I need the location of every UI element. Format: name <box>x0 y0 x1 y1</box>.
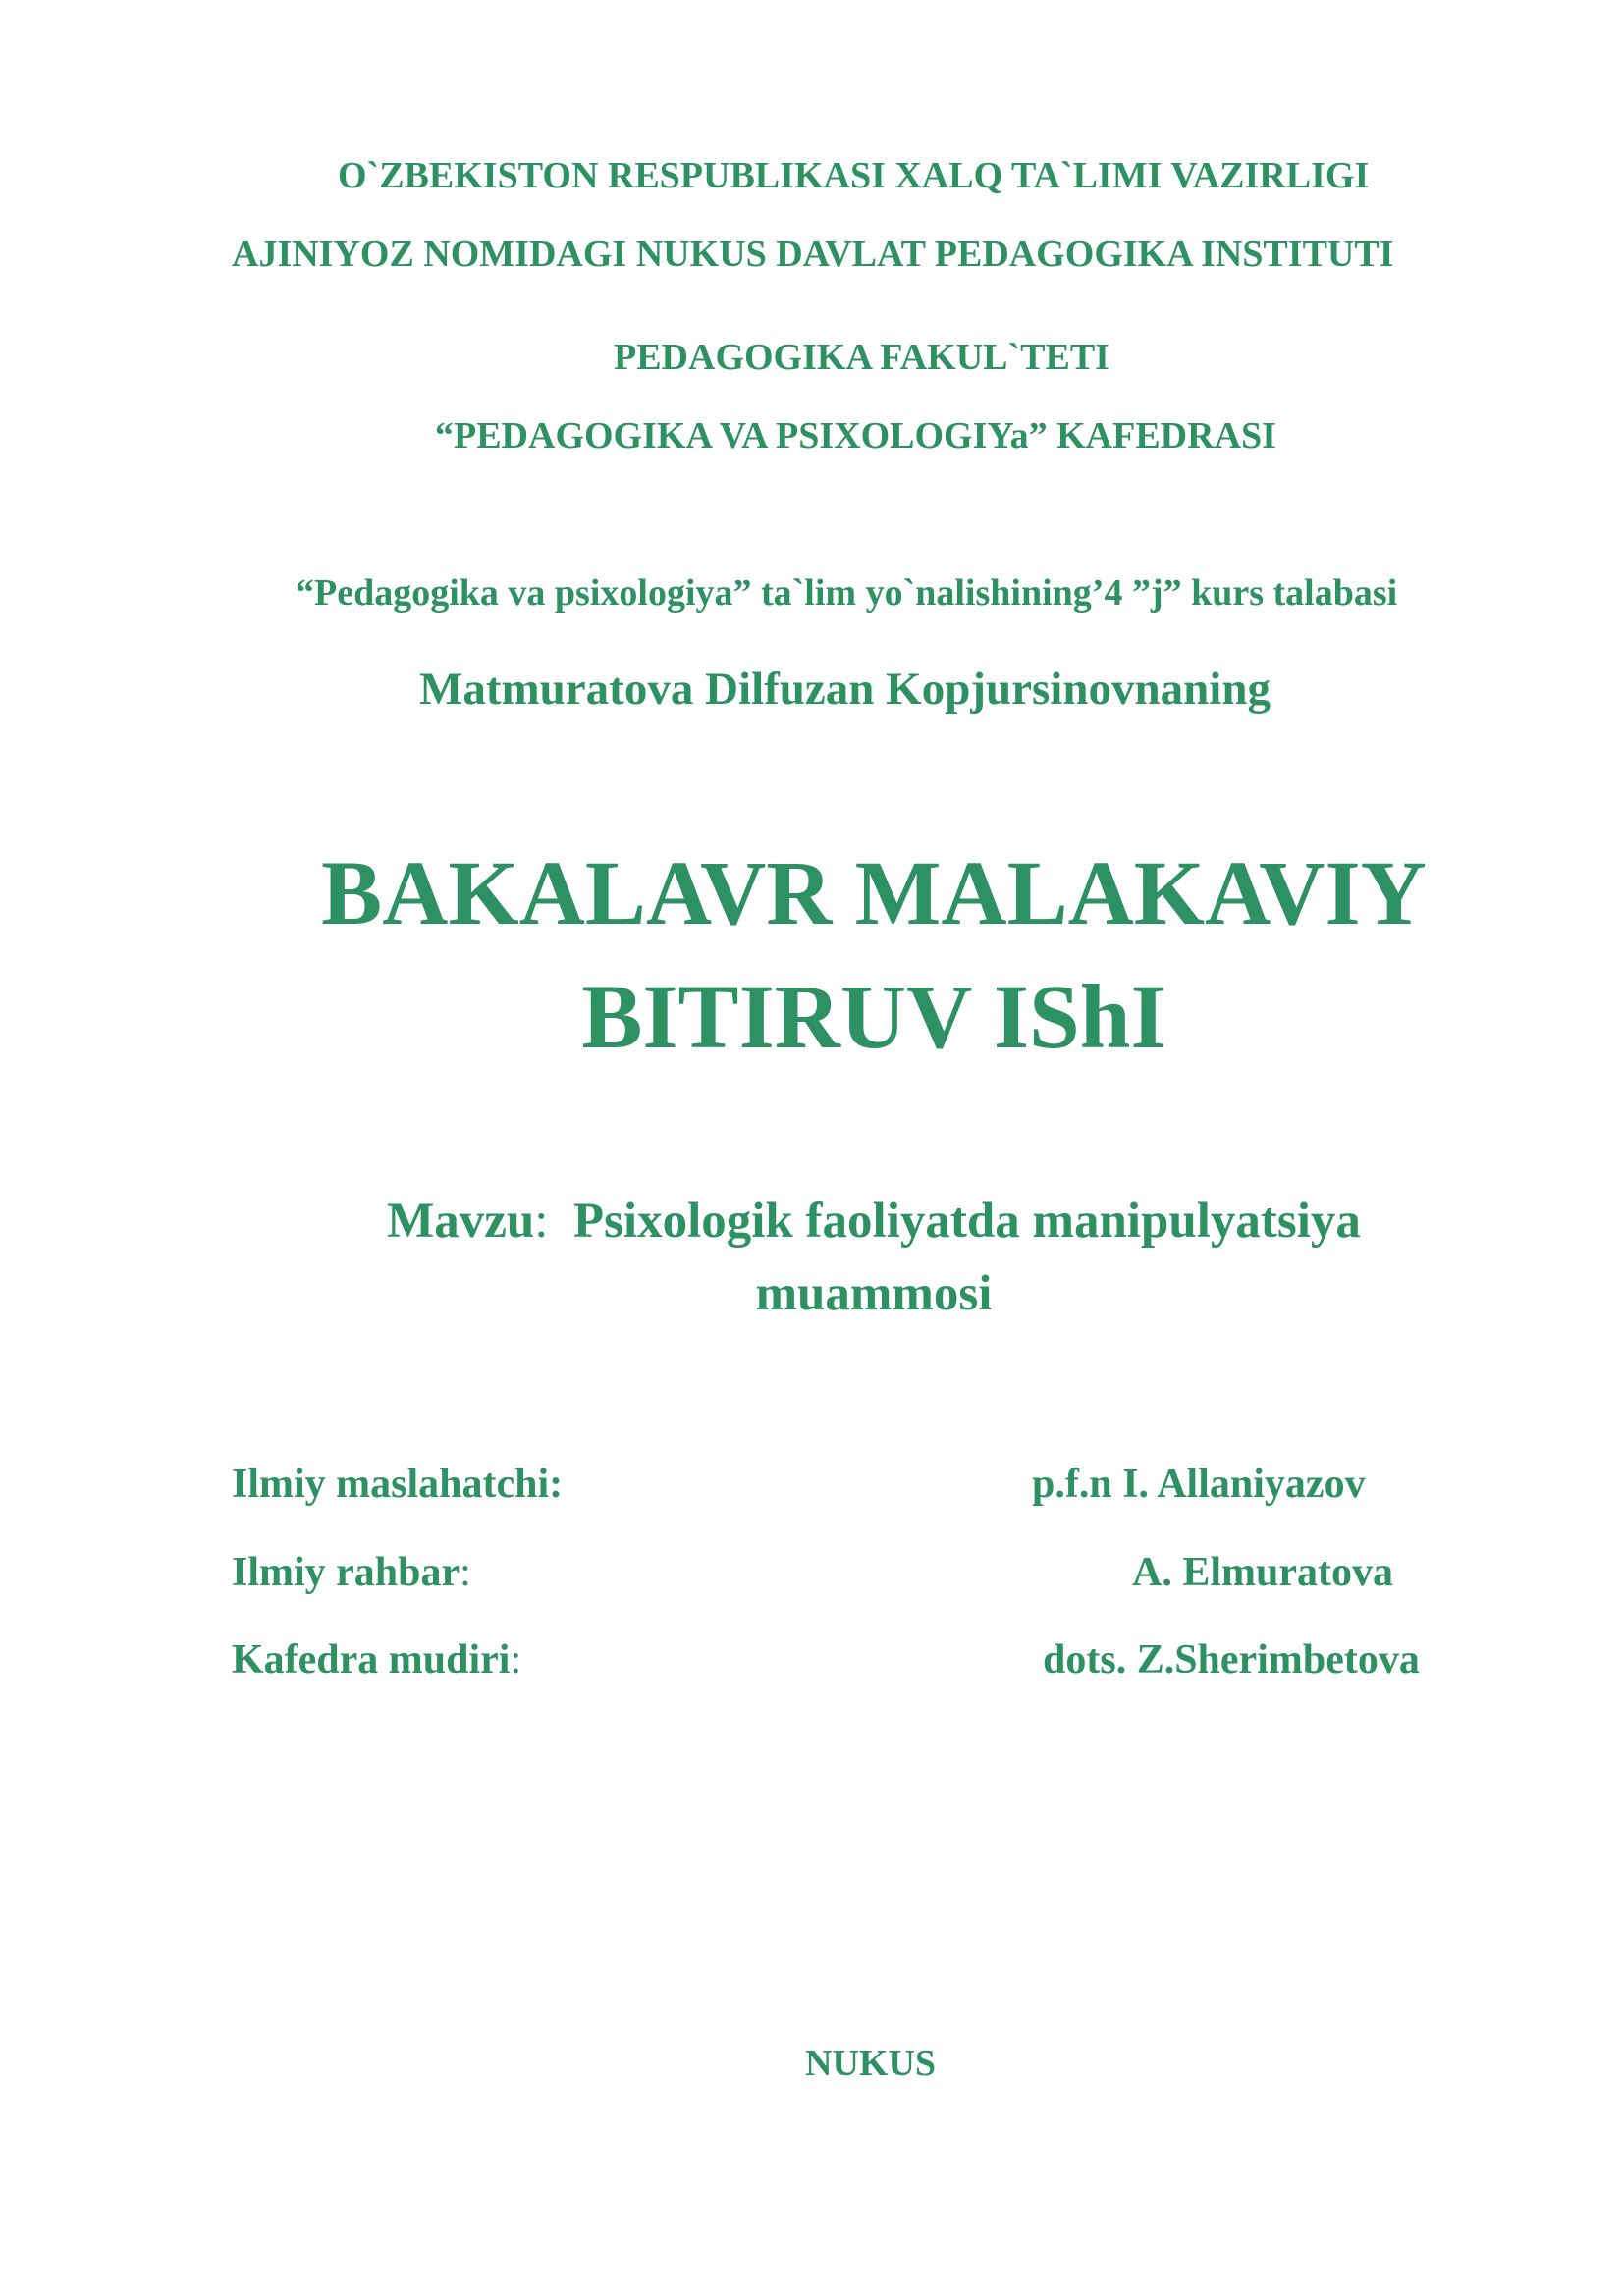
city-footer: NUKUS <box>805 2043 937 2084</box>
topic-colon: : <box>534 1194 549 1249</box>
title-line-2: BITIRUV IShI <box>581 966 1166 1068</box>
advisor-label: Ilmiy maslahatchi: <box>232 1462 564 1507</box>
head-of-department-label: Kafedra mudiri <box>232 1637 511 1682</box>
advisor-name: p.f.n I. Allaniyazov <box>1032 1462 1366 1507</box>
institute-heading: AJINIYOZ NOMIDAGI NUKUS DAVLAT PEDAGOGIKA INSTITUTI <box>232 234 1394 275</box>
document-title <box>0 832 1623 1079</box>
supervisor-label: Ilmiy rahbar <box>232 1550 460 1595</box>
supervisor-name: A. Elmuratova <box>1132 1550 1393 1595</box>
supervisor-label-row <box>232 1549 471 1596</box>
supervisor-colon: : <box>460 1550 471 1595</box>
topic-line-2: muammosi <box>755 1265 993 1321</box>
faculty-heading: PEDAGOGIKA FAKUL`TETI <box>614 337 1109 378</box>
head-of-department-name: dots. Z.Sherimbetova <box>1043 1637 1420 1682</box>
student-program-line: “Pedagogika va psixologiya” ta`lim yo`nalishining’4 ”j” kurs talabasi <box>296 572 1398 614</box>
student-name: Matmuratova Dilfuzan Kopjursinovnaning <box>419 664 1271 715</box>
head-label-row <box>232 1636 521 1683</box>
ministry-heading: O`ZBEKISTON RESPUBLIKASI XALQ TA`LIMI VAZIRLIGI <box>338 155 1370 196</box>
topic-line-1 <box>0 1186 1623 1258</box>
topic-label: Mavzu <box>387 1194 535 1249</box>
topic-text-1: Psixologik faoliyatda manipulyatsiya <box>572 1194 1361 1249</box>
topic-block <box>0 1186 1623 1331</box>
department-heading: “PEDAGOGIKA VA PSIXOLOGIYa” KAFEDRASI <box>435 415 1276 456</box>
title-line-1: BAKALAVR MALAKAVIY <box>321 843 1427 944</box>
head-colon: : <box>510 1637 522 1682</box>
